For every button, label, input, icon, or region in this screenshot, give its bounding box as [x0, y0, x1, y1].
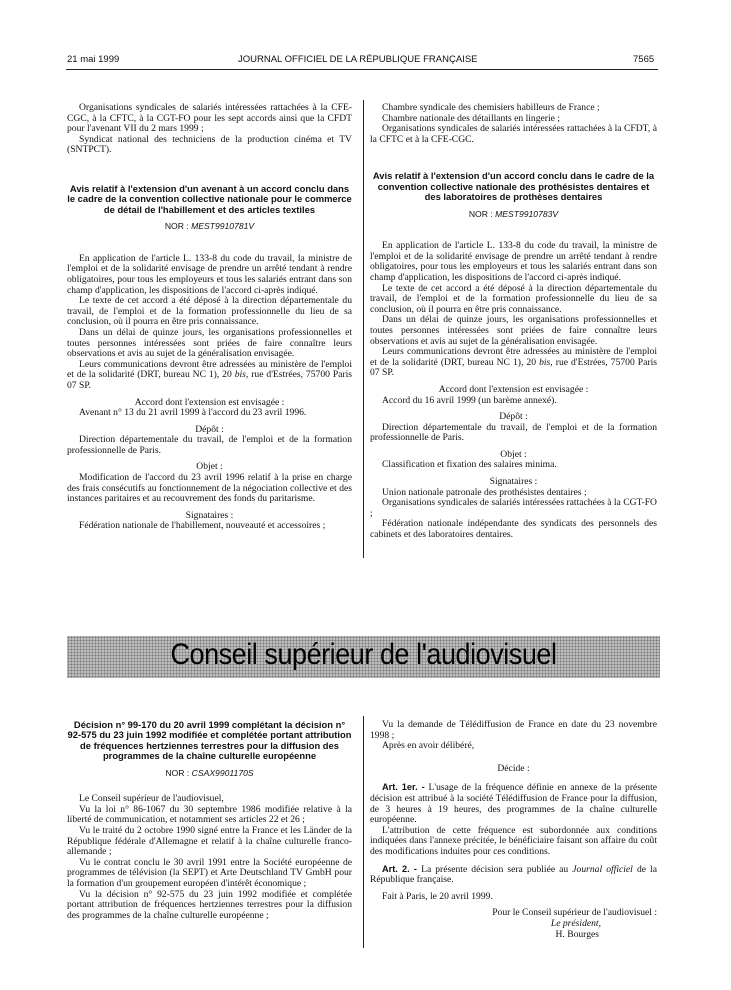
header-date: 21 mai 1999 — [67, 54, 120, 65]
notice-title: Avis relatif à l'extension d'un accord conclu dans le cadre de la convention collective nationale des prothésistes dentaires et des laboratoires de prothèses dentaires — [372, 170, 655, 203]
paragraph: Organisations syndicales de salariés intéressées rattachées à la CFDT, à la CFTC et à la CFE-CGC. — [370, 123, 657, 145]
paragraph: Union nationale patronale des prothésistes dentaires ; — [382, 486, 587, 498]
paragraph: Avenant n° 13 du 21 avril 1999 à l'accord du 23 avril 1996. — [79, 407, 307, 419]
paragraph: Après en avoir délibéré, — [382, 740, 475, 752]
paragraph: Organisations syndicales de salariés intéressées rattachées à la CFE-CGC, à la CFTC, à la CGT-FO pour les sept accords ainsi que la CFDT pour l'avenant VII du 2 mars 1999 ; — [67, 102, 352, 135]
top-right-column — [370, 103, 657, 541]
bottom-left-column — [67, 720, 352, 921]
paragraph: Classification et fixation des salaires minima. — [382, 459, 557, 471]
section-heading: Signataires : — [489, 476, 538, 488]
section-banner — [67, 636, 660, 678]
paragraph: Vu la loi n° 86-1067 du 30 septembre 1986 modifiée relative à la liberté de communication, et notamment ses articles 22 et 26 ; — [67, 803, 352, 826]
paragraph: Syndicat national des techniciens de la production cinéma et TV (SNTPCT). — [67, 133, 352, 156]
paragraph: Accord du 16 avril 1999 (un barème annexé). — [382, 394, 557, 406]
paragraph: Le texte de cet accord a été déposé à la direction départementale du travail, de l'emploi et de la formation professionnelle du lieu de sa conclusion, où il pourra en être pris connaissance. — [370, 282, 657, 315]
paragraph: Leurs communications devront être adressées au ministère de l'emploi et de la solidarité (DRT, bureau NC 1), 20 bis, rue d'Estrées, 75700 Paris 07 SP. — [370, 346, 657, 379]
signature-line: Pour le Conseil supérieur de l'audiovisuel : — [492, 907, 657, 919]
paragraph: Vu la demande de Télédiffusion de France en date du 23 novembre 1998 ; — [370, 719, 657, 741]
signature-name: H. Bourges — [555, 928, 599, 940]
decision-title: Décision n° 99-170 du 20 avril 1999 complétant la décision n° 92-575 du 23 juin 1992 modifiée et complétée portant attribution de fréquences hertziennes terrestres pour la diffusion des programmes de la chaîne culturelle européenne — [67, 719, 352, 762]
paragraph: Direction départementale du travail, de l'emploi et de la formation professionnelle de Paris. — [370, 421, 657, 444]
header-page-number: 7565 — [633, 54, 655, 65]
section-heading: Signataires : — [185, 509, 234, 521]
paragraph: Modification de l'accord du 23 avril 1996 relatif à la prise en charge des frais consécutifs au fonctionnement de la négociation collective et des instances paritaires et au recouvrement des fonds du paritarisme. — [67, 472, 352, 505]
paragraph: Leurs communications devront être adressées au ministère de l'emploi et de la solidarité (DRT, bureau NC 1), 20 bis, rue d'Estrées, 75700 Paris 07 SP. — [67, 358, 353, 391]
section-heading: Accord dont l'extension est envisagée : — [438, 383, 589, 395]
section-heading: Dépôt : — [195, 423, 224, 435]
decide-heading: Décide : — [497, 762, 530, 774]
paragraph: En application de l'article L. 133-8 du code du travail, la ministre de l'emploi et de la solidarité envisage de prendre un arrêté tendant à rendre obligatoires, pour tous les employeurs et tous les salariés entrant dans son champ d'application, les dispositions de l'accord ci-après indiqué. — [67, 252, 352, 296]
column-divider — [363, 716, 364, 948]
paragraph: L'attribution de cette fréquence est subordonnée aux conditions indiquées dans l'annexe précitée, le bénéficiaire faisant son affaire du coût des modifications induites pour ces conditions. — [370, 824, 657, 857]
section-heading: Objet : — [500, 448, 527, 460]
paragraph: En application de l'article L. 133-8 du code du travail, la ministre de l'emploi et de la solidarité envisage de prendre un arrêté tendant à rendre obligatoires, pour tous les employeurs et tous les salariés entrant dans son champ d'application, les dispositions de l'accord ci-après indiqué. — [370, 240, 657, 283]
signature-role: Le président, — [550, 917, 601, 929]
paragraph: Fait à Paris, le 20 avril 1999. — [382, 890, 493, 902]
section-heading: Dépôt : — [499, 411, 528, 423]
paragraph: Chambre nationale des détaillants en lingerie ; — [382, 112, 560, 124]
section-heading: Objet : — [196, 461, 223, 473]
paragraph: Vu le contrat conclu le 30 avril 1991 entre la Société européenne de programmes de télévision (la SEPT) et Arte Deutschland TV GmbH pour la formation d'un groupement européen d'intérêt économique ; — [67, 856, 352, 889]
nor-reference: NOR : CSAX9901170S — [165, 767, 254, 778]
section-heading: Accord dont l'extension est envisagée : — [134, 396, 285, 408]
article-2: Art. 2. - La présente décision sera publiée au Journal officiel de la République française. — [370, 863, 657, 886]
paragraph: Organisations syndicales de salariés intéressées rattachées à la CGT-FO ; — [370, 497, 657, 519]
paragraph: Vu la décision n° 92-575 du 23 juin 1992 modifiée et complétée portant attribution de fréquences hertziennes terrestres pour la diffusion des programmes de la chaîne culturelle européenne ; — [67, 888, 352, 921]
header-rule — [66, 69, 658, 70]
paragraph: Chambre syndicale des chemisiers habilleurs de France ; — [382, 102, 600, 113]
paragraph: Vu le traité du 2 octobre 1990 signé entre la France et les Länder de la République fédérale d'Allemagne et relatif à la chaîne culturelle franco-allemande ; — [67, 825, 352, 858]
article-1: Art. 1er. - L'usage de la fréquence définie en annexe de la présente décision est attribué à la société Télédiffusion de France pour la diffusion, de 3 heures à 19 heures, des programmes de la chaîne culturelle européenne. — [370, 782, 657, 826]
nor-reference: NOR : MEST9910783V — [468, 208, 559, 219]
paragraph: Fédération nationale de l'habillement, nouveauté et accessoires ; — [79, 520, 326, 532]
paragraph: Fédération nationale indépendante des syndicats des personnels des cabinets et des laboratoires dentaires. — [370, 518, 657, 541]
paragraph: Dans un délai de quinze jours, les organisations professionnelles et toutes personnes intéressées sont priées de faire connaître leurs observations et avis au sujet de la généralisation envisagée. — [67, 326, 352, 360]
bottom-right-column — [370, 720, 657, 940]
top-left-column — [67, 103, 352, 532]
notice-title: Avis relatif à l'extension d'un avenant à un accord conclu dans le cadre de la convention collective nationale pour le commerce de détail de l'habillement et des articles textiles — [67, 182, 352, 215]
paragraph: Le Conseil supérieur de l'audiovisuel, — [79, 793, 224, 805]
header-journal-title: JOURNAL OFFICIEL DE LA RÉPUBLIQUE FRANÇAISE — [238, 54, 478, 65]
column-divider — [363, 100, 364, 558]
paragraph: Dans un délai de quinze jours, les organisations professionnelles et toutes personnes intéressées sont priées de faire connaître leurs observations et avis au sujet de la généralisation envisagée. — [370, 314, 657, 347]
nor-reference: NOR : MEST9910781V — [164, 221, 255, 232]
banner-title: Conseil supérieur de l'audiovisuel — [170, 638, 557, 671]
paragraph: Le texte de cet accord a été déposé à la direction départementale du travail, de l'emploi et de la formation professionnelle du lieu de sa conclusion, où il pourra en être pris connaissance. — [67, 295, 352, 328]
paragraph: Direction départementale du travail, de l'emploi et de la formation professionnelle de Paris. — [67, 434, 352, 456]
